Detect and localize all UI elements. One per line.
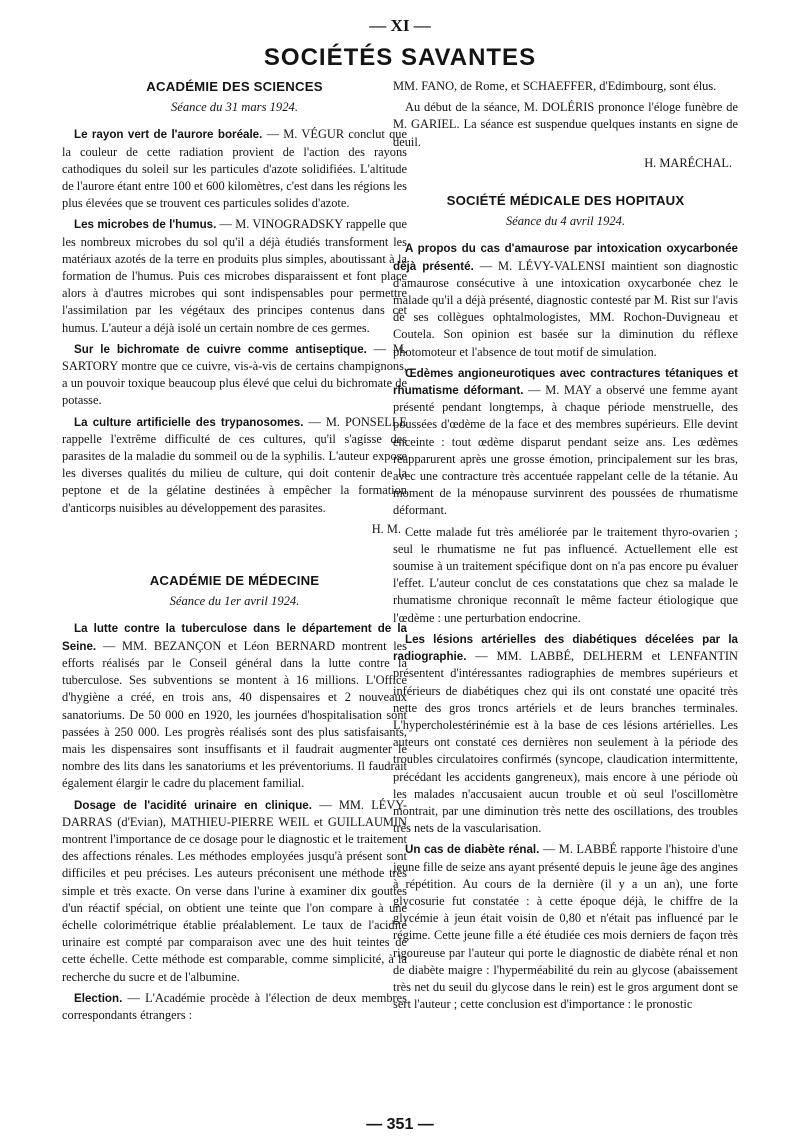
left-column <box>62 78 407 1028</box>
article <box>62 341 407 410</box>
article-closing: Au début de la séance, M. DOLÉRIS prononce l'éloge funèbre de M. GARIEL. La séance est suspendue quelques instants en signe de deuil. <box>393 100 738 149</box>
article-body: — M. PONSELLE rappelle l'extrême difficulté de ces cultures, qu'il s'agisse des parasites de la maladie du sommeil ou de la syphilis. L'auteur expose les diverses qualités du milieu de culture, qui doit contenir de la peptone et de la gélatine destinées à empêcher la formation d'anticorps nuisibles au développement des parasites. <box>62 414 407 515</box>
seance-date: Séance du 1er avril 1924. <box>169 594 300 609</box>
section-title-societe-medicale: SOCIÉTÉ MÉDICALE DES HOPITAUX <box>446 193 685 209</box>
article-body: — MM. LÉVY-DARRAS (d'Evian), MATHIEU-PIERRE WEIL et GUILLAUMIN montrent l'importance de ce dosage pour le diagnostic et le traitement des affections rénales. Les méthodes employées jusqu'à présent sont difficiles et peu précises. Les auteurs préconisent une méthode très simple et très exacte. On verse dans l'urine à examiner dix gouttes d'un réactif spécial, on obtient une teinte que l'on compare à une échelle colorimétrique établie préalablement. Le taux de l'acidité urinaire est compté par comparaison avec une des huit teintes de cette échelle. Cette méthode est comparable, comme simplicité, à la recherche du sucre et de l'albumine. <box>62 797 407 984</box>
article <box>393 524 738 627</box>
article <box>393 841 738 1013</box>
article <box>62 990 407 1024</box>
article-lead: Election. <box>74 991 123 1005</box>
article-lead: Le rayon vert de l'aurore boréale. <box>74 128 263 142</box>
signature: H. M. <box>371 521 401 536</box>
article-lead: La culture artificielle des trypanosomes. <box>74 415 304 429</box>
article-lead: A propos du cas d'amaurose par intoxication oxycarbonée déjà présenté. <box>393 242 738 273</box>
article-body: — M. VÉGUR conclut que la couleur de cette radiation provient de l'action des rayons cathodiques du soleil sur les particules d'azote solidifiées. L'altitude de l'aurore étant entre 100 et 600 kilomètres, c'est dans les régions les plus élevées que se trouvent ces particules solides d'azote. <box>62 127 407 211</box>
article-body: — M. MAY a observé une femme ayant présenté pendant longtemps, à chaque période menstruelle, des poussées d'œdème de la face et des membres supérieurs. Elle devint enceinte : tout œdème disparut pendant seize ans. Les œdèmes réapparurent après une grosse émotion, principalement sur les bras, avec une contracture très accentuée rappelant celle de la tétanie. Au moment de la ménopause survinrent des poussées de rhumatisme déformant. <box>393 383 738 518</box>
seance-date: Séance du 31 mars 1924. <box>171 100 298 115</box>
right-column <box>393 78 738 1017</box>
article <box>62 126 407 212</box>
article-lead: Sur le bichromate de cuivre comme antiseptique. <box>74 342 367 356</box>
section-title-academie-medecine: ACADÉMIE DE MÉDECINE <box>149 573 320 589</box>
article-lead: Les lésions artérielles des diabétiques décelées par la radiographie. <box>393 632 738 664</box>
article-lead: Un cas de diabète rénal. <box>405 843 540 857</box>
seance-date: Séance du 4 avril 1924. <box>505 214 626 229</box>
article-body: — M. VINOGRADSKY rappelle que les nombreux microbes du sol qu'il a déjà étudiés transforment les matériaux azotés de la terre en produits plus simples, aboutissant à la formation de l'humus. Puis ces microbes disparaissent et font place alors à d'autres microbes qui sont indispensables pour permettre l'assimilation par les végétaux des principes contenus dans cet humus. L'auteur a déjà isolé un certain nombre de ces germes. <box>62 217 408 335</box>
article-body: Cette malade fut très améliorée par le traitement thyro-ovarien ; seul le rhumatisme ne fut pas influencé. Actuellement elle est soumise à un traitement spécifique dont on n'a pas encore pu évaluer l'effet. L'auteur conclut de ces constatations que chez sa malade le rhumatisme chronique reconnaît le même facteur étiologique que l'œdème : une perturbation endocrine. <box>393 524 738 625</box>
article <box>62 216 407 336</box>
article-body: — M. LÉVY-VALENSI maintient son diagnostic d'amaurose consécutive à une intoxication oxycarbonée chez le malade qu'il a déjà présenté, diagnostic contesté par M. Rist sur l'avis de ses collègues ophtalmologistes, MM. Rochon-Duvigneau et Coutela. Son opinion est basée sur la diminution du réflexe photomoteur et l'absence de tout motif de simulation. <box>393 258 738 359</box>
article-body: — M. SARTORY montre que ce cuivre, vis-à-vis de certains champignons, a un pouvoir toxique beaucoup plus élevé que celui du bichromate de potasse. <box>62 341 407 408</box>
article <box>62 414 407 517</box>
article <box>62 620 407 792</box>
top-page-number: — XI — <box>369 16 431 35</box>
article-lead: Œdèmes angioneurotiques avec contractures tétaniques et rhumatisme déformant. <box>393 366 738 398</box>
bottom-page-number: — 351 — <box>366 1116 434 1133</box>
article <box>393 631 738 837</box>
article <box>393 240 738 360</box>
section-title-academie-sciences: ACADÉMIE DES SCIENCES <box>146 79 323 94</box>
article-body: — M. LABBÉ rapporte l'histoire d'une jeune fille de seize ans ayant présenté depuis le jeune âge des angines à répétition. Au cours de la dernière (il y a un an), une forte glycosurie fut constatée : à cette époque déjà, le chiffre de la glycémie à jeun était voisin de 0,80 et n'était pas influencé par le régime. Cette jeune fille a été étudiée ces mois derniers de façon très rigoureuse par l'auteur qui porte le diagnostic de diabète rénal et non de diabète maigre : l'hyperméabilité du rein au glycose (abaissement très net du seuil du glycose dans le rein) est le gros argument dont se sert l'auteur ; cette conclusion est d'importance : le pronostic <box>393 842 739 1012</box>
article-body: — MM. LABBÉ, DELHERM et LENFANTIN présentent d'intéressantes radiographies de membres supérieurs et inférieurs de diabétiques chez qui ils ont constaté une opacité très nette des gros troncs artériels et de leurs branches terminales. L'hypercholestérinémie est à la base de ces lésions artérielles. Les auteurs ont constaté ces dernières non seulement à la période des troubles circulatoires confirmés (syncope, claudication intermittente, précédant les accidents gangreneux), mais encore à une période où les malades n'accusaient aucun trouble et où seul l'oscillomètre montrait, par une diminution très nette des oscillations, des troubles très nets de la vascularisation. <box>393 649 738 836</box>
article-body: — MM. BEZANÇON et Léon BERNARD montrent les efforts réalisés par le Conseil général dans la lutte contre la tuberculose. Ses subventions se montent à 16 millions. L'Office d'hygiène a créé, en trois ans, 40 dispensaires et 2 nouveaux sanatoriums. De 50 000 en 1920, les journées d'hospitalisation sont passées à 250 000. Les progrès réalisés sont des plus satisfaisants, mais les dispensaires sont insuffisants et il faudrait augmenter le nombre des lits dans les sanatoriums et les préventoriums. Il faudrait également élargir le cadre du placement familial. <box>62 638 407 791</box>
article <box>393 365 738 520</box>
article-lead: La lutte contre la tuberculose dans le département de la Seine. <box>62 622 407 653</box>
article-continuation: MM. FANO, de Rome, et SCHAEFFER, d'Edimbourg, sont élus. <box>393 79 717 93</box>
article-body: — L'Académie procède à l'élection de deux membres correspondants étrangers : <box>62 990 407 1022</box>
article <box>62 797 407 986</box>
signature: H. MARÉCHAL. <box>644 155 732 170</box>
masthead-title: SOCIÉTÉS SAVANTES <box>263 44 537 71</box>
article-lead: Dosage de l'acidité urinaire en clinique. <box>74 798 312 812</box>
article-lead: Les microbes de l'humus. <box>74 218 217 232</box>
